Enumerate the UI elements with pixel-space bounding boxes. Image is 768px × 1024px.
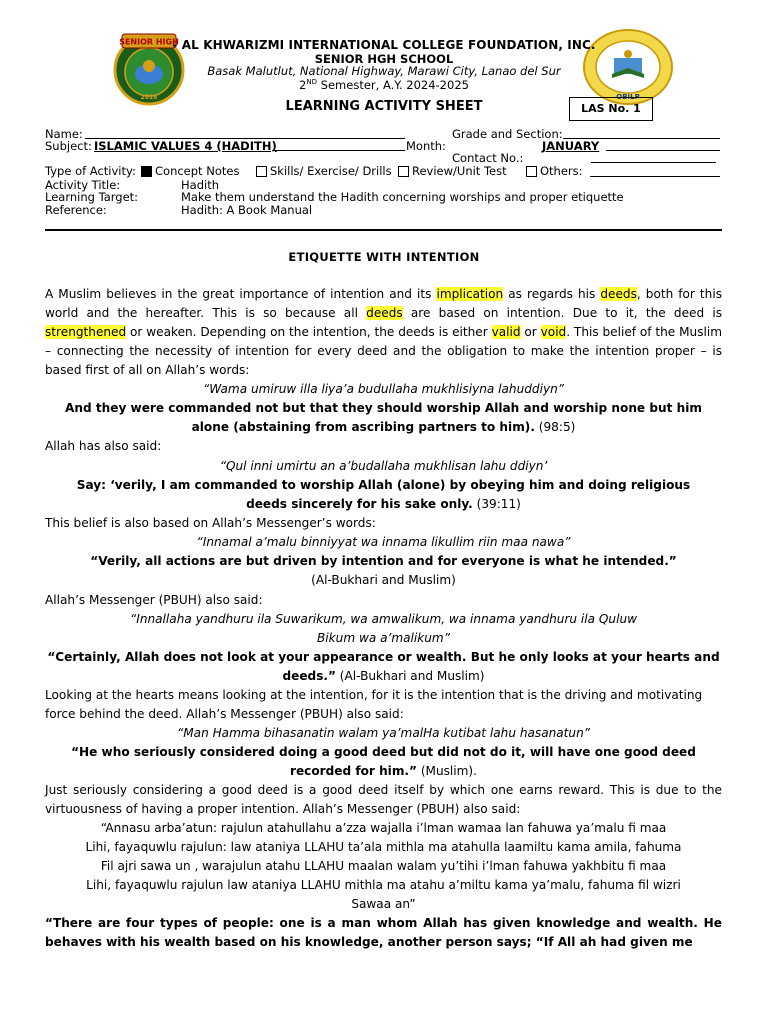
option-review-label: Review/Unit Test xyxy=(412,164,507,178)
highlight-valid: valid xyxy=(491,325,521,339)
hadith-3-translation: “He who seriously considered doing a good deed but did not do it, will have one good deed recorded for him.” xyxy=(71,745,696,778)
hadith-2-ref: (Al-Bukhari and Muslim) xyxy=(335,669,485,683)
p1-text-e: or weaken. Depending on the intention, the deeds is either xyxy=(126,325,492,339)
activity-title-label: Activity Title: xyxy=(45,178,121,192)
school-name: SENIOR HGH SCHOOL xyxy=(314,52,454,66)
quran-quote-1-arabic: “Wama umiruw illa liya’a budullaha mukhlisiyna lahuddiyn” xyxy=(202,382,565,396)
messenger-also-said-1: Allah’s Messenger (PBUH) also said: xyxy=(45,593,263,607)
hadith-3-ref: (Muslim). xyxy=(416,764,477,778)
semester-suffix: ND xyxy=(306,78,318,87)
month-underline xyxy=(606,150,720,151)
hadith-2-arabic-line-2: Bikum wa a’malikum” xyxy=(317,631,450,645)
quran-quote-1-translation: And they were commanded not but that they should worship Allah and worship none but him alone (abstaining from ascribing partners to him). xyxy=(65,401,702,434)
hadith-1-translation: “Verily, all actions are but driven by intention and for everyone is what he intended.” xyxy=(90,554,677,568)
reference-value: Hadith: A Book Manual xyxy=(181,203,313,217)
header-divider xyxy=(45,229,722,231)
subject-value: ISLAMIC VALUES 4 (HADITH) xyxy=(94,139,277,153)
p1-text-c: , both for this world and the hereafter. This is so because all xyxy=(45,287,722,320)
left-logo-text: SENIOR HIGH xyxy=(119,37,179,47)
las-number-box: LAS No. 1 xyxy=(569,97,653,121)
month-value: JANUARY xyxy=(542,139,600,153)
hearts-paragraph: Looking at the hearts means looking at the intention, for it is the intention that is the driving and motivating force behind the deed. Allah’s Messenger (PBUH) also said: xyxy=(45,688,703,721)
quran-quote-1-ref: (98:5) xyxy=(534,420,576,434)
hadith-4-arabic-line-2: Lihi, fayaquwlu rajulun: law ataniya LLAHU ta’ala mithla ma atahulla laamiltu kama amila, fahuma xyxy=(85,840,682,854)
contact-label: Contact No.: xyxy=(452,151,524,165)
semester-text: Semester, A.Y. 2024-2025 xyxy=(317,78,469,92)
semester-number: 2 xyxy=(299,78,307,92)
hadith-2-translation: “Certainly, Allah does not look at your appearance or wealth. But he only looks at your hearts and deeds.” xyxy=(47,650,720,683)
hadith-1-arabic: “Innamal a’malu binniyyat wa innama likullim riin maa nawa” xyxy=(196,535,571,549)
school-address: Basak Malutlut, National Highway, Marawi City, Lanao del Sur xyxy=(207,64,561,78)
hadith-4-arabic-line-3: Fil ajri sawa un , warajulun atahu LLAHU maalan walam yu’tihi i’lman fahuwa yakhbitu fi maa xyxy=(100,859,667,873)
highlight-deeds: deeds xyxy=(600,287,637,301)
hadith-1-ref: (Al-Bukhari and Muslim) xyxy=(311,573,456,587)
p1-text-a: A Muslim believes in the great importance of intention and its xyxy=(45,287,437,301)
quran-quote-1 xyxy=(60,399,707,437)
checkbox-icon[interactable] xyxy=(526,166,537,177)
p1-text-f: or xyxy=(520,325,541,339)
highlight-implication: implication xyxy=(436,287,504,301)
option-review[interactable] xyxy=(398,165,507,177)
quran-quote-2-translation: Say: ‘verily, I am commanded to worship Allah (alone) by obeying him and doing religious deeds sincerely for his sake only. xyxy=(76,478,691,511)
highlight-deeds-2: deeds xyxy=(366,306,403,320)
hadith-2-arabic-line-1: “Innallaha yandhuru ila Suwarikum, wa amwalikum, wa innama yandhuru ila Quluw xyxy=(129,612,637,626)
option-skills-label: Skills/ Exercise/ Drills xyxy=(270,164,392,178)
p1-text-g: . This belief of the Muslim – connecting the necessity of intention for every deed and the obligation to make the intention proper – is based first of all on Allah’s words: xyxy=(45,325,723,377)
hadith-4-arabic-line-5: Sawaa an” xyxy=(351,897,416,911)
checkbox-icon[interactable] xyxy=(256,166,267,177)
highlight-strengthened: strengthened xyxy=(45,325,127,339)
quran-quote-2 xyxy=(60,476,707,514)
quran-quote-2-arabic: “Qul inni umirtu an a’budallaha mukhlisan lahu ddiyn’ xyxy=(219,459,548,473)
option-skills[interactable] xyxy=(256,165,392,177)
checkbox-checked-icon[interactable] xyxy=(141,166,152,177)
reference-label: Reference: xyxy=(45,203,107,217)
highlight-void: void xyxy=(540,325,567,339)
others-field[interactable] xyxy=(590,176,720,177)
contact-field[interactable] xyxy=(591,162,716,163)
hadith-4-translation: “There are four types of people: one is a man whom Allah has given knowledge and wealth. He behaves with his wealth based on his knowledge, another person says; “If All ah had given me xyxy=(45,916,722,949)
subject-underline xyxy=(272,150,405,151)
section-title: ETIQUETTE WITH INTENTION xyxy=(288,250,480,264)
option-others[interactable] xyxy=(526,165,583,177)
checkbox-icon[interactable] xyxy=(398,166,409,177)
institution-name: - AL KHWARIZMI INTERNATIONAL COLLEGE FOUNDATION, INC. xyxy=(172,38,596,52)
option-concept-notes[interactable] xyxy=(141,165,239,177)
p1-text-d: are based on intention. Due to it, the deed is xyxy=(402,306,722,320)
hadith-4-arabic-line-1: “Annasu arba’atun: rajulun atahullahu a’zza wajalla i’lman wamaa lan fahuwa ya’malu fi maa xyxy=(100,821,667,835)
option-concept-label: Concept Notes xyxy=(155,164,240,178)
intro-paragraph xyxy=(45,285,722,380)
month-label: Month: xyxy=(406,139,446,153)
belief-based-messenger: This belief is also based on Allah’s Messenger’s words: xyxy=(45,516,376,530)
name-label: Name: xyxy=(45,127,83,141)
subject-label: Subject: xyxy=(45,139,92,153)
good-deed-paragraph: Just seriously considering a good deed is a good deed itself by which one earns reward. This is due to the virtuousness of having a proper intention. Allah’s Messenger (PBUH) also said: xyxy=(45,783,722,816)
activity-title-value: Hadith xyxy=(181,178,219,192)
hadith-4-arabic-line-4: Lihi, fayaquwlu rajulun law ataniya LLAHU mithla ma atahu a’miltu kama ya’malu, fahuma fil wizri xyxy=(86,878,681,892)
allah-also-said: Allah has also said: xyxy=(45,439,162,453)
quran-quote-2-ref: (39:11) xyxy=(472,497,521,511)
hadith-3-arabic: “Man Hamma bihasanatin walam ya’malHa kutibat lahu hasanatun” xyxy=(176,726,591,740)
semester-line xyxy=(0,78,768,92)
left-logo-year: 2016 xyxy=(140,94,158,101)
option-others-label: Others: xyxy=(540,164,583,178)
hadith-2 xyxy=(45,648,722,686)
grade-label: Grade and Section: xyxy=(452,127,563,141)
hadith-3 xyxy=(55,743,712,781)
learning-target-label: Learning Target: xyxy=(45,190,139,204)
right-logo-text: OBILP xyxy=(616,93,640,101)
type-label: Type of Activity: xyxy=(45,164,136,178)
learning-target-value: Make them understand the Hadith concerning worships and proper etiquette xyxy=(181,190,624,204)
sheet-title: LEARNING ACTIVITY SHEET xyxy=(285,99,483,114)
p1-text-b: as regards his xyxy=(503,287,601,301)
